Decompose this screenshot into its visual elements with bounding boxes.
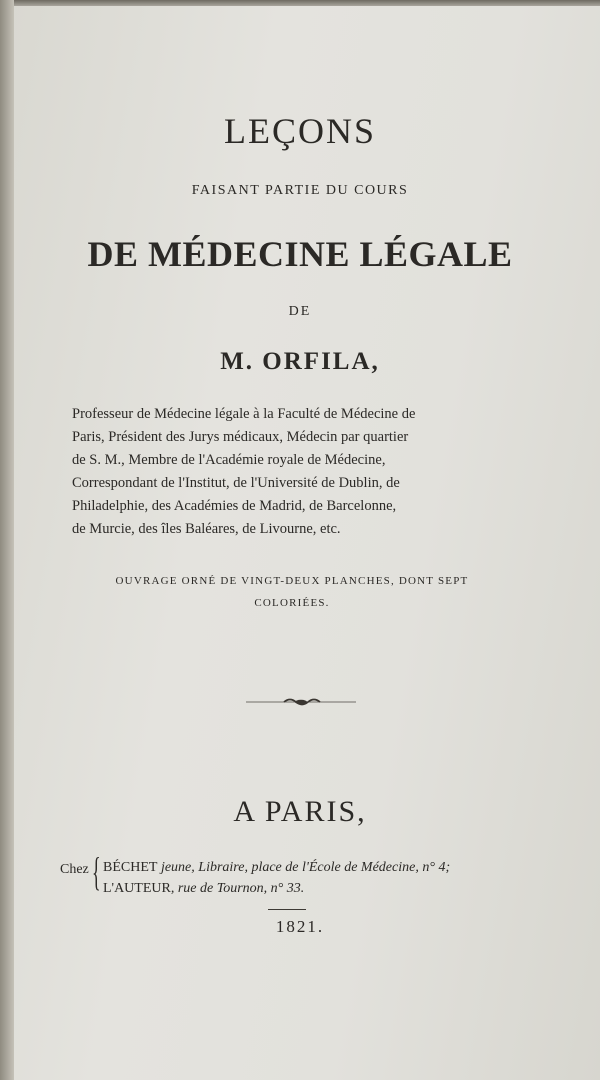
- publisher-address: , rue de Tournon, n° 33.: [170, 881, 305, 896]
- book-title: LEÇONS: [223, 111, 376, 151]
- publisher-name: L'AUTEUR: [103, 881, 171, 896]
- book-subtitle: FAISANT PARTIE DU COURS: [191, 183, 409, 198]
- plates-note-line: OUVRAGE ORNÉ DE VINGT-DEUX PLANCHES, DONT SEPT: [115, 575, 469, 587]
- brace-icon: {: [92, 849, 101, 894]
- publisher-list: [103, 857, 523, 899]
- ornament-divider-icon: [246, 696, 356, 708]
- credentials-line: Professeur de Médecine légale à la Faculté de Médecine de: [72, 406, 416, 422]
- publication-year: 1821.: [275, 917, 325, 936]
- book-main-title: DE MÉDECINE LÉGALE: [87, 234, 513, 274]
- credentials-line: Paris, Président des Jurys médicaux, Médecin par quartier: [72, 429, 409, 445]
- credentials-line: de Murcie, des îles Baléares, de Livourne, etc.: [72, 521, 341, 537]
- imprint-city: A PARIS,: [233, 795, 367, 828]
- credentials-line: Correspondant de l'Institut, de l'Université de Dublin, de: [72, 475, 400, 491]
- plates-note-line: COLORIÉES.: [254, 597, 330, 609]
- plates-note: [70, 570, 514, 614]
- credentials-line: Philadelphie, des Académies de Madrid, de Barcelonne,: [72, 498, 397, 514]
- publisher-line: [103, 878, 523, 899]
- by-line-de: DE: [288, 304, 312, 319]
- author-name: M. ORFILA,: [220, 348, 380, 375]
- credentials-line: de S. M., Membre de l'Académie royale de Médecine,: [72, 452, 386, 468]
- publisher-address: , Libraire, place de l'École de Médecine, n° 4;: [191, 860, 451, 875]
- imprint-chez: Chez: [60, 862, 89, 877]
- publisher-qualifier: jeune: [157, 860, 192, 875]
- publisher-line: [103, 857, 523, 878]
- author-credentials: [72, 403, 512, 541]
- year-rule: [268, 909, 306, 910]
- publisher-name: BÉCHET: [103, 860, 158, 875]
